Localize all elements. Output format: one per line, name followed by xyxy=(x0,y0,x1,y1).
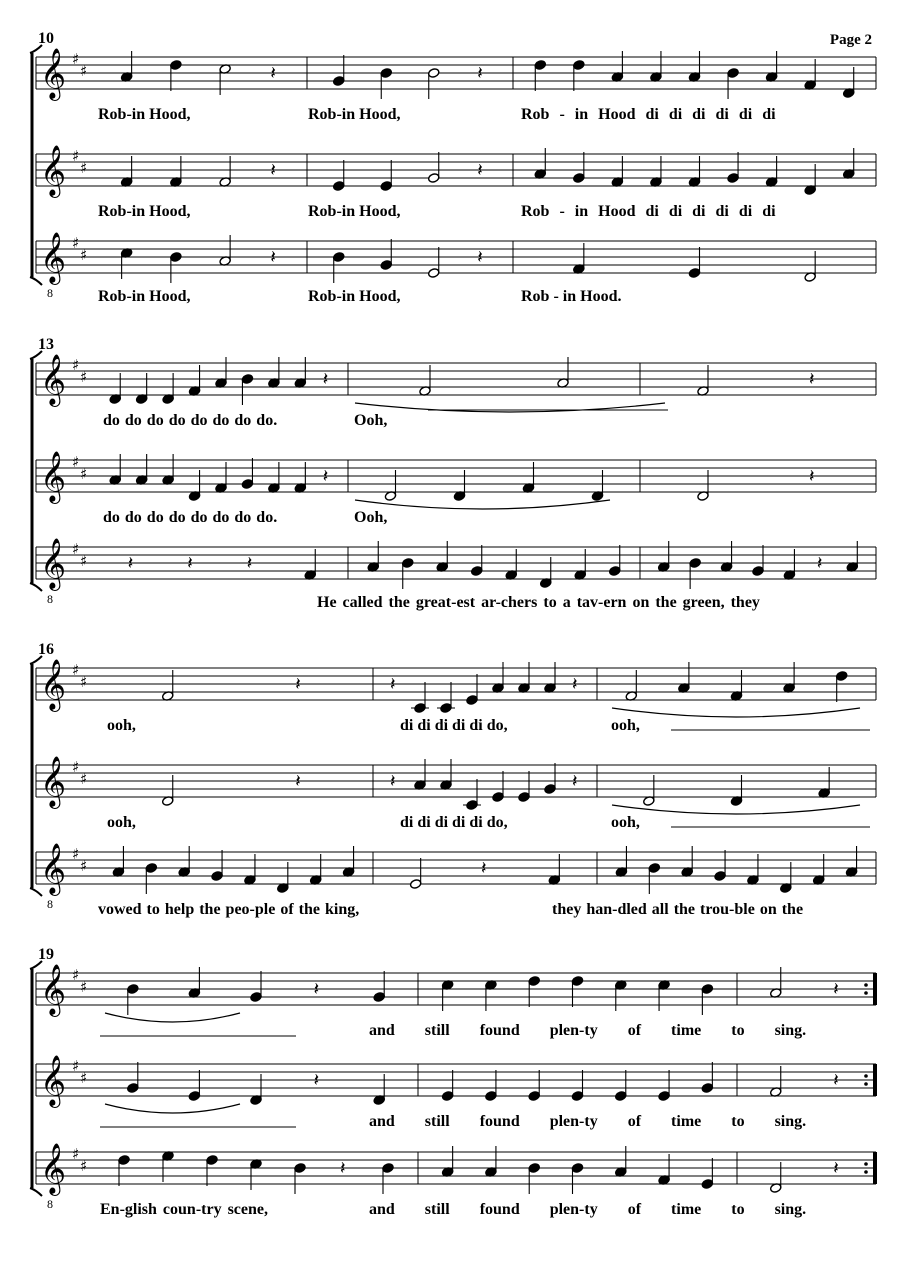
sharp-icon: ♯ xyxy=(80,368,88,386)
treble-clef-icon: 𝄞 xyxy=(40,964,67,1015)
lyric-line: and still found plen-ty of time to sing. xyxy=(369,1113,807,1130)
note-head xyxy=(471,566,483,577)
note-head xyxy=(466,695,478,706)
rest-symbol: 𝄽 xyxy=(322,369,329,390)
note-head xyxy=(170,252,182,263)
rest-symbol: 𝄽 xyxy=(313,979,320,1000)
note-head xyxy=(428,268,440,279)
treble-clef-icon: 𝄞 xyxy=(40,354,67,405)
note-head xyxy=(485,1091,497,1102)
rest-symbol: 𝄽 xyxy=(270,63,276,84)
note-head xyxy=(727,68,739,79)
lyric-line: do do do do do do do do. xyxy=(103,412,278,429)
note-head xyxy=(528,1163,540,1174)
note-head xyxy=(528,1091,540,1102)
lyric-line: and still found plen-ty of time to sing. xyxy=(369,1022,807,1039)
note-head xyxy=(701,1083,713,1094)
note-head xyxy=(688,268,700,279)
note-head xyxy=(727,173,739,184)
rest-symbol: 𝄽 xyxy=(390,771,396,792)
rest-symbol: 𝄽 xyxy=(477,160,483,181)
sharp-icon: ♯ xyxy=(80,1069,88,1087)
rest-symbol: 𝄽 xyxy=(127,553,134,574)
treble-clef-icon: 𝄞 xyxy=(40,1143,67,1194)
final-bar xyxy=(873,1152,877,1184)
sharp-icon: ♯ xyxy=(72,1145,80,1163)
lyric-line: they han-dled all the trou-ble on the xyxy=(552,901,804,918)
repeat-dot xyxy=(864,1074,868,1078)
note-head xyxy=(571,1163,583,1174)
rest-symbol: 𝄽 xyxy=(833,1070,839,1091)
treble-clef-icon: 𝄞 xyxy=(40,756,67,807)
note-head xyxy=(380,68,392,79)
lyric-line: vowed to help the peo-ple of the king, xyxy=(98,901,360,918)
lyric-line: ooh, xyxy=(107,814,136,831)
slur-curve xyxy=(612,708,860,717)
lyric-line: Rob-in Hood, xyxy=(98,288,191,305)
note-head xyxy=(836,671,848,682)
rest-symbol: 𝄽 xyxy=(270,247,276,268)
note-head xyxy=(206,1155,218,1166)
note-head xyxy=(492,792,504,803)
sharp-icon: ♯ xyxy=(80,62,88,80)
rest-symbol: 𝄽 xyxy=(572,771,578,792)
rest-symbol: 𝄽 xyxy=(340,1158,346,1179)
sharp-icon: ♯ xyxy=(80,978,88,996)
lyric-line: Ooh, xyxy=(354,412,388,429)
lyric-line: Rob-in Hood, xyxy=(308,203,401,220)
note-head xyxy=(250,992,262,1003)
sharp-icon: ♯ xyxy=(72,356,80,374)
rest-symbol: 𝄽 xyxy=(322,466,329,487)
note-head xyxy=(380,181,392,192)
note-head xyxy=(544,784,556,795)
note-head xyxy=(333,252,345,263)
sharp-icon: ♯ xyxy=(80,1157,88,1175)
rest-symbol: 𝄽 xyxy=(477,247,483,268)
slur-curve xyxy=(355,500,610,509)
sharp-icon: ♯ xyxy=(80,465,88,483)
note-head xyxy=(648,863,660,874)
note-head xyxy=(118,1155,130,1166)
repeat-dot xyxy=(864,983,868,987)
measure-number: 10 xyxy=(38,30,54,47)
repeat-dot xyxy=(864,1162,868,1166)
treble-clef-icon: 𝄞 xyxy=(40,659,67,710)
lyric-line: Rob-in Hood, xyxy=(98,106,191,123)
note-head xyxy=(145,863,157,874)
rest-symbol: 𝄽 xyxy=(833,979,839,1000)
note-head xyxy=(170,60,182,71)
sharp-icon: ♯ xyxy=(80,159,88,177)
note-head xyxy=(573,173,585,184)
note-head xyxy=(701,1179,713,1190)
rest-symbol: 𝄽 xyxy=(313,1070,320,1091)
note-head xyxy=(752,566,764,577)
note-head xyxy=(127,1083,139,1094)
note-head xyxy=(534,60,546,71)
lyric-line: Rob-in Hood, xyxy=(308,106,401,123)
sharp-icon: ♯ xyxy=(72,966,80,984)
slur-curve xyxy=(105,1013,240,1022)
rest-symbol: 𝄽 xyxy=(390,674,396,695)
repeat-dot xyxy=(864,1082,868,1086)
note-head xyxy=(609,566,621,577)
slur-curve xyxy=(355,403,665,412)
slur-curve xyxy=(105,1104,240,1113)
octave-mark: 8 xyxy=(47,286,53,300)
note-head xyxy=(528,976,540,987)
sharp-icon: ♯ xyxy=(72,147,80,165)
sharp-icon: ♯ xyxy=(72,453,80,471)
octave-mark: 8 xyxy=(47,897,53,911)
treble-clef-icon: 𝄞 xyxy=(40,843,67,894)
rest-symbol: 𝄽 xyxy=(816,553,823,574)
sharp-icon: ♯ xyxy=(72,661,80,679)
sharp-icon: ♯ xyxy=(72,845,80,863)
measure-number: 16 xyxy=(38,641,54,658)
slur-curve xyxy=(612,805,860,814)
note-head xyxy=(188,1091,200,1102)
note-head xyxy=(658,1091,670,1102)
final-bar xyxy=(873,1064,877,1096)
note-head xyxy=(373,992,385,1003)
sharp-icon: ♯ xyxy=(80,673,88,691)
lyric-line: Rob-in Hood, xyxy=(308,288,401,305)
treble-clef-icon: 𝄞 xyxy=(40,48,67,99)
rest-symbol: 𝄽 xyxy=(295,674,301,695)
treble-clef-icon: 𝄞 xyxy=(40,145,67,196)
lyric-line: Rob-in Hood, xyxy=(98,203,191,220)
final-bar xyxy=(873,973,877,1005)
lyric-line: and still found plen-ty of time to sing. xyxy=(369,1201,807,1218)
note-head xyxy=(518,792,530,803)
lyric-line: ooh, xyxy=(611,717,640,734)
lyric-line: ooh, xyxy=(611,814,640,831)
lyric-line: di di di di di do, xyxy=(400,814,508,831)
note-head xyxy=(701,984,713,995)
octave-mark: 8 xyxy=(47,592,53,606)
measure-number: 13 xyxy=(38,336,54,353)
treble-clef-icon: 𝄞 xyxy=(40,232,67,283)
note-head xyxy=(573,60,585,71)
lyric-line: Rob - in Hood. xyxy=(521,288,622,305)
note-head xyxy=(428,68,440,79)
lyric-line: Ooh, xyxy=(354,509,388,526)
note-head xyxy=(428,173,440,184)
treble-clef-icon: 𝄞 xyxy=(40,451,67,502)
note-head xyxy=(333,181,345,192)
sharp-icon: ♯ xyxy=(72,234,80,252)
treble-clef-icon: 𝄞 xyxy=(40,1055,67,1106)
lyric-line: di di di di di do, xyxy=(400,717,508,734)
rest-symbol: 𝄽 xyxy=(295,771,301,792)
note-head xyxy=(241,374,253,385)
repeat-dot xyxy=(864,1170,868,1174)
note-head xyxy=(127,984,139,995)
sharp-icon: ♯ xyxy=(72,1057,80,1075)
note-head xyxy=(211,871,223,882)
sharp-icon: ♯ xyxy=(72,50,80,68)
note-head xyxy=(571,1091,583,1102)
sharp-icon: ♯ xyxy=(72,758,80,776)
measure-number: 19 xyxy=(38,946,54,963)
sharp-icon: ♯ xyxy=(72,540,80,558)
note-head xyxy=(689,558,701,569)
rest-symbol: 𝄽 xyxy=(481,858,487,879)
repeat-dot xyxy=(864,991,868,995)
lyric-line: do do do do do do do do. xyxy=(103,509,278,526)
lyric-line: Rob - in Hood di di di di di di xyxy=(521,106,776,123)
lyric-line: He called the great-est ar-chers to a tav-ern on the green, they xyxy=(317,594,760,611)
note-head xyxy=(409,879,421,890)
rest-symbol: 𝄽 xyxy=(833,1158,839,1179)
lyric-line: En-glish coun-try scene, xyxy=(100,1201,268,1218)
lyric-line: ooh, xyxy=(107,717,136,734)
octave-mark: 8 xyxy=(47,1197,53,1211)
note-head xyxy=(441,1091,453,1102)
rest-symbol: 𝄽 xyxy=(809,369,815,390)
sharp-icon: ♯ xyxy=(80,857,88,875)
note-head xyxy=(615,1091,627,1102)
rest-symbol: 𝄽 xyxy=(270,160,276,181)
sharp-icon: ♯ xyxy=(80,552,88,570)
note-head xyxy=(382,1163,394,1174)
note-head xyxy=(402,558,414,569)
rest-symbol: 𝄽 xyxy=(572,674,578,695)
sharp-icon: ♯ xyxy=(80,770,88,788)
note-head xyxy=(571,976,583,987)
rest-symbol: 𝄽 xyxy=(809,466,815,487)
rest-symbol: 𝄽 xyxy=(187,553,193,574)
rest-symbol: 𝄽 xyxy=(246,553,253,574)
note-head xyxy=(333,76,345,87)
note-head xyxy=(380,260,392,271)
rest-symbol: 𝄽 xyxy=(477,63,483,84)
treble-clef-icon: 𝄞 xyxy=(40,538,67,589)
sharp-icon: ♯ xyxy=(80,246,88,264)
note-head xyxy=(241,479,253,490)
note-head xyxy=(714,871,726,882)
page-number: Page 2 xyxy=(829,32,872,48)
note-head xyxy=(294,1163,306,1174)
lyric-line: Rob - in Hood di di di di di di xyxy=(521,203,776,220)
